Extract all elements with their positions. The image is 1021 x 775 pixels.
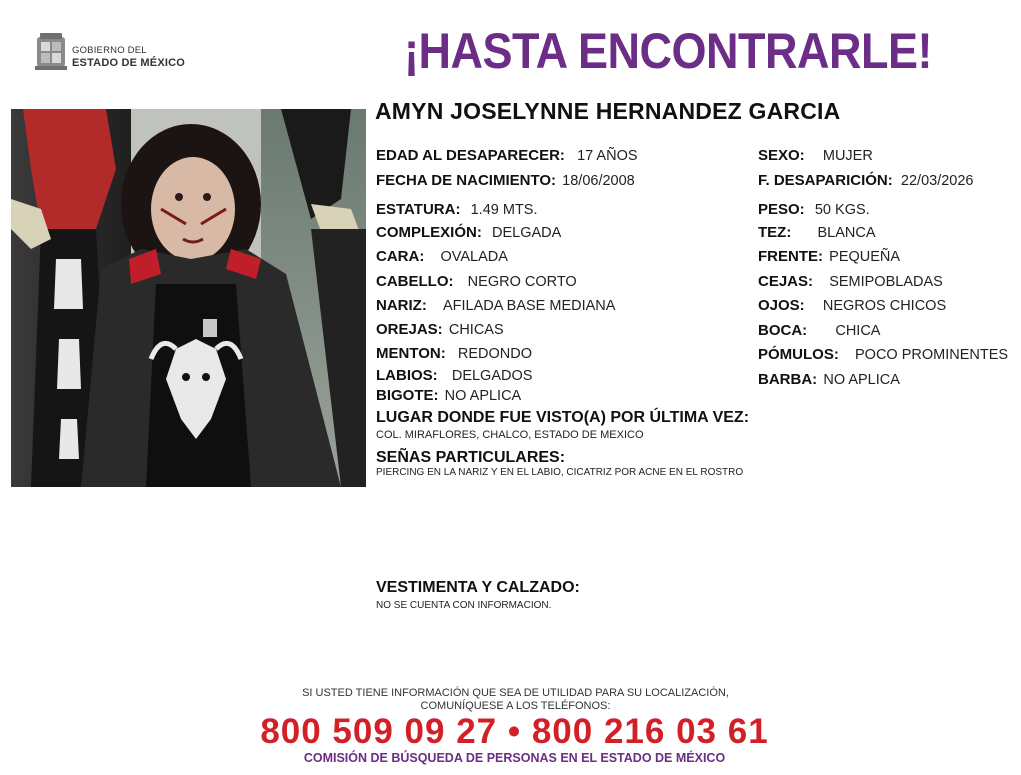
field-value: NO APLICA xyxy=(823,372,900,388)
field-label: ESTATURA: xyxy=(376,201,461,218)
field-height xyxy=(376,201,538,218)
field-chin xyxy=(376,345,532,362)
state-seal-icon xyxy=(34,31,68,71)
field-eyes xyxy=(758,297,946,314)
field-value: NEGROS CHICOS xyxy=(822,298,947,314)
field-build xyxy=(376,224,561,241)
field-label: FRENTE: xyxy=(758,248,823,265)
field-label: OJOS: xyxy=(758,297,805,314)
field-mouth xyxy=(758,322,880,339)
field-sex xyxy=(758,147,873,164)
field-nose xyxy=(376,297,615,314)
field-disappearance-date xyxy=(758,172,973,189)
logo-line-1: GOBIERNO DEL xyxy=(72,45,147,56)
field-label: CARA: xyxy=(376,248,425,265)
field-label: OREJAS: xyxy=(376,321,443,338)
field-label: CABELLO: xyxy=(376,273,454,290)
field-forehead xyxy=(758,248,900,265)
field-beard xyxy=(758,371,900,388)
field-face xyxy=(376,248,508,265)
phone-numbers: 800 509 09 27 • 800 216 03 61 xyxy=(260,712,769,751)
logo-line-2: ESTADO DE MÉXICO xyxy=(72,57,186,69)
clothing-value: NO SE CUENTA CON INFORMACION. xyxy=(376,600,552,611)
contact-message-line-2: COMUNÍQUESE A LOS TELÉFONOS: xyxy=(420,700,611,712)
missing-person-photo xyxy=(11,109,366,487)
field-label: BIGOTE: xyxy=(376,387,439,404)
field-value: 17 AÑOS xyxy=(577,148,638,164)
field-label: TEZ: xyxy=(758,224,792,241)
field-value: POCO PROMINENTES xyxy=(855,347,1009,363)
field-eyebrows xyxy=(758,273,943,290)
field-value: CHICA xyxy=(835,323,881,339)
contact-message xyxy=(0,687,1021,713)
field-value: 18/06/2008 xyxy=(562,173,635,189)
field-value: 1.49 MTS. xyxy=(470,202,538,218)
field-value: SEMIPOBLADAS xyxy=(829,274,943,290)
field-value: PEQUEÑA xyxy=(829,249,901,265)
field-value: OVALADA xyxy=(440,249,508,265)
field-label: EDAD AL DESAPARECER: xyxy=(376,147,565,164)
person-name: AMYN JOSELYNNE HERNANDEZ GARCIA xyxy=(375,98,841,124)
field-label: NARIZ: xyxy=(376,297,427,314)
field-value: NO APLICA xyxy=(444,388,522,404)
field-label: BOCA: xyxy=(758,322,808,339)
field-lips xyxy=(376,367,532,384)
field-label: F. DESAPARICIÓN: xyxy=(758,172,893,189)
particular-marks-value: PIERCING EN LA NARIZ Y EN EL LABIO, CICATRIZ POR ACNE EN EL ROSTRO xyxy=(376,467,744,478)
field-value: REDONDO xyxy=(457,346,533,362)
field-mustache xyxy=(376,387,521,404)
field-age xyxy=(376,147,638,164)
field-label: SEXO: xyxy=(758,147,805,164)
field-value: BLANCA xyxy=(817,225,876,241)
field-value: 22/03/2026 xyxy=(900,173,974,189)
field-value: DELGADA xyxy=(492,225,562,241)
field-label: CEJAS: xyxy=(758,273,814,290)
field-label: LABIOS: xyxy=(376,367,438,384)
field-cheekbones xyxy=(758,346,1008,363)
field-hair xyxy=(376,273,577,290)
field-label: FECHA DE NACIMIENTO: xyxy=(376,172,556,189)
last-seen-label: LUGAR DONDE FUE VISTO(A) POR ÚLTIMA VEZ: xyxy=(376,409,750,426)
field-skin xyxy=(758,224,876,241)
field-label: BARBA: xyxy=(758,371,818,388)
field-value: 50 KGS. xyxy=(814,202,870,218)
clothing-label: VESTIMENTA Y CALZADO: xyxy=(376,579,580,596)
field-weight xyxy=(758,201,870,218)
field-value: DELGADOS xyxy=(451,368,533,384)
field-label: MENTON: xyxy=(376,345,446,362)
commission-name: COMISIÓN DE BÚSQUEDA DE PERSONAS EN EL ESTADO DE MÉXICO xyxy=(303,751,726,765)
field-value: NEGRO CORTO xyxy=(467,274,577,290)
field-ears xyxy=(376,321,504,338)
field-label: COMPLEXIÓN: xyxy=(376,224,482,241)
field-label: PESO: xyxy=(758,201,805,218)
field-value: AFILADA BASE MEDIANA xyxy=(443,298,616,314)
particular-marks-label: SEÑAS PARTICULARES: xyxy=(376,449,566,466)
field-value: MUJER xyxy=(822,148,873,164)
contact-message-line-1: SI USTED TIENE INFORMACIÓN QUE SEA DE UTILIDAD PARA SU LOCALIZACIÓN, xyxy=(302,687,729,699)
field-label: PÓMULOS: xyxy=(758,346,839,363)
government-logo xyxy=(34,31,194,75)
last-seen-value: COL. MIRAFLORES, CHALCO, ESTADO DE MEXICO xyxy=(376,429,644,441)
field-birth-date xyxy=(376,172,635,189)
headline: ¡HASTA ENCONTRARLE! xyxy=(404,22,932,80)
field-value: CHICAS xyxy=(448,322,504,338)
